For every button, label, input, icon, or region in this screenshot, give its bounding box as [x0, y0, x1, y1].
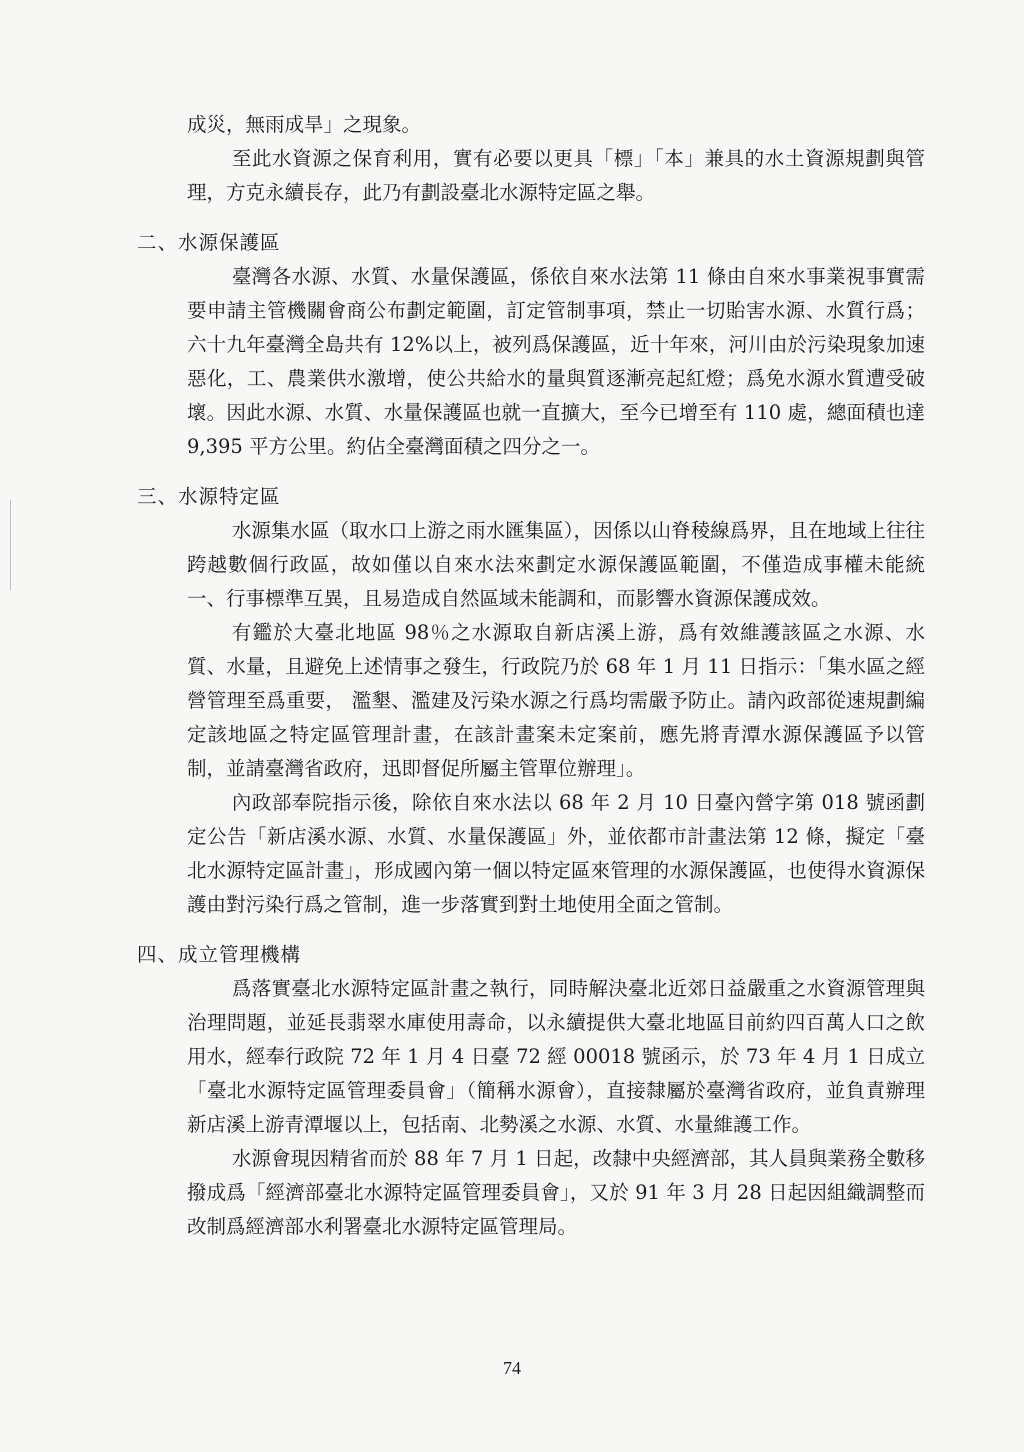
- page-number: 74: [503, 1358, 521, 1378]
- section-heading: 二、水源保護區: [137, 231, 281, 254]
- paragraph: 有鑑於大臺北地區 98％之水源取自新店溪上游，爲有效維護該區之水源、水質、水量，且避免上述情事之發生，行政院乃於 68 年 1 月 11 日指示：「集水區之經營管理至爲重要， 濫墾、濫建及污染水源之行爲均需嚴予防止。請內政部從速規劃編定該地區之特定區管理計畫，在該計畫案未定案前，應先將青潭水源保護區予以管制，並請臺灣省政府，迅即督促所屬主管單位辦理」。: [187, 621, 925, 780]
- paragraph: 成災，無雨成旱」之現象。: [187, 113, 422, 136]
- paragraph: 內政部奉院指示後，除依自來水法以 68 年 2 月 10 日臺內營字第 018 號函劃定公告「新店溪水源、水質、水量保護區」外，並依都市計畫法第 12 條，擬定「臺北水源特定區計畫」，形成國內第一個以特定區來管理的水源保護區，也使得水資源保護由對污染行爲之管制，進一步落實到對土地使用全面之管制。: [187, 791, 925, 916]
- section-heading: 三、水源特定區: [137, 485, 281, 508]
- paragraph: 水源會現因精省而於 88 年 7 月 1 日起，改隸中央經濟部，其人員與業務全數移撥成爲「經濟部臺北水源特定區管理委員會」，又於 91 年 3 月 28 日起因組織調整而改制爲經濟部水利署臺北水源特定區管理局。: [187, 1147, 925, 1238]
- paragraph: 水源集水區（取水口上游之雨水匯集區），因係以山脊稜線爲界，且在地域上往往跨越數個行政區，故如僅以自來水法來劃定水源保護區範圍，不僅造成事權未能統一、行事標準互異，且易造成自然區域未能調和，而影響水資源保護成效。: [187, 519, 925, 610]
- paragraph: 臺灣各水源、水質、水量保護區，係依自來水法第 11 條由自來水事業視事實需要申請主管機關會商公布劃定範圍，訂定管制事項，禁止一切貽害水源、水質行爲；六十九年臺灣全島共有 12%以上，被列爲保護區，近十年來，河川由於污染現象加速惡化，工、農業供水激增，使公共給水的量與質逐漸亮起紅燈；爲免水源水質遭受破壞。因此水源、水質、水量保護區也就一直擴大，至今已增至有 110 處，總面積也達 9,395 平方公里。約佔全臺灣面積之四分之一。: [187, 265, 925, 458]
- section-heading: 四、成立管理機構: [137, 943, 302, 966]
- scan-artifact-line: [10, 500, 11, 590]
- paragraph: 爲落實臺北水源特定區計畫之執行，同時解決臺北近郊日益嚴重之水資源管理與治理問題，並延長翡翠水庫使用壽命，以永續提供大臺北地區目前約四百萬人口之飲用水，經奉行政院 72 年 1 月 4 日臺 72 經 00018 號函示，於 73 年 4 月 1 日成立「臺北水源特定區管理委員會」（簡稱水源會），直接隸屬於臺灣省政府，並負責辦理新店溪上游青潭堰以上，包括南、北勢溪之水源、水質、水量維護工作。: [187, 977, 925, 1136]
- page-content: [135, 108, 925, 1244]
- paragraph: 至此水資源之保育利用，實有必要以更具「標」「本」兼具的水土資源規劃與管理，方克永續長存，此乃有劃設臺北水源特定區之舉。: [187, 147, 925, 204]
